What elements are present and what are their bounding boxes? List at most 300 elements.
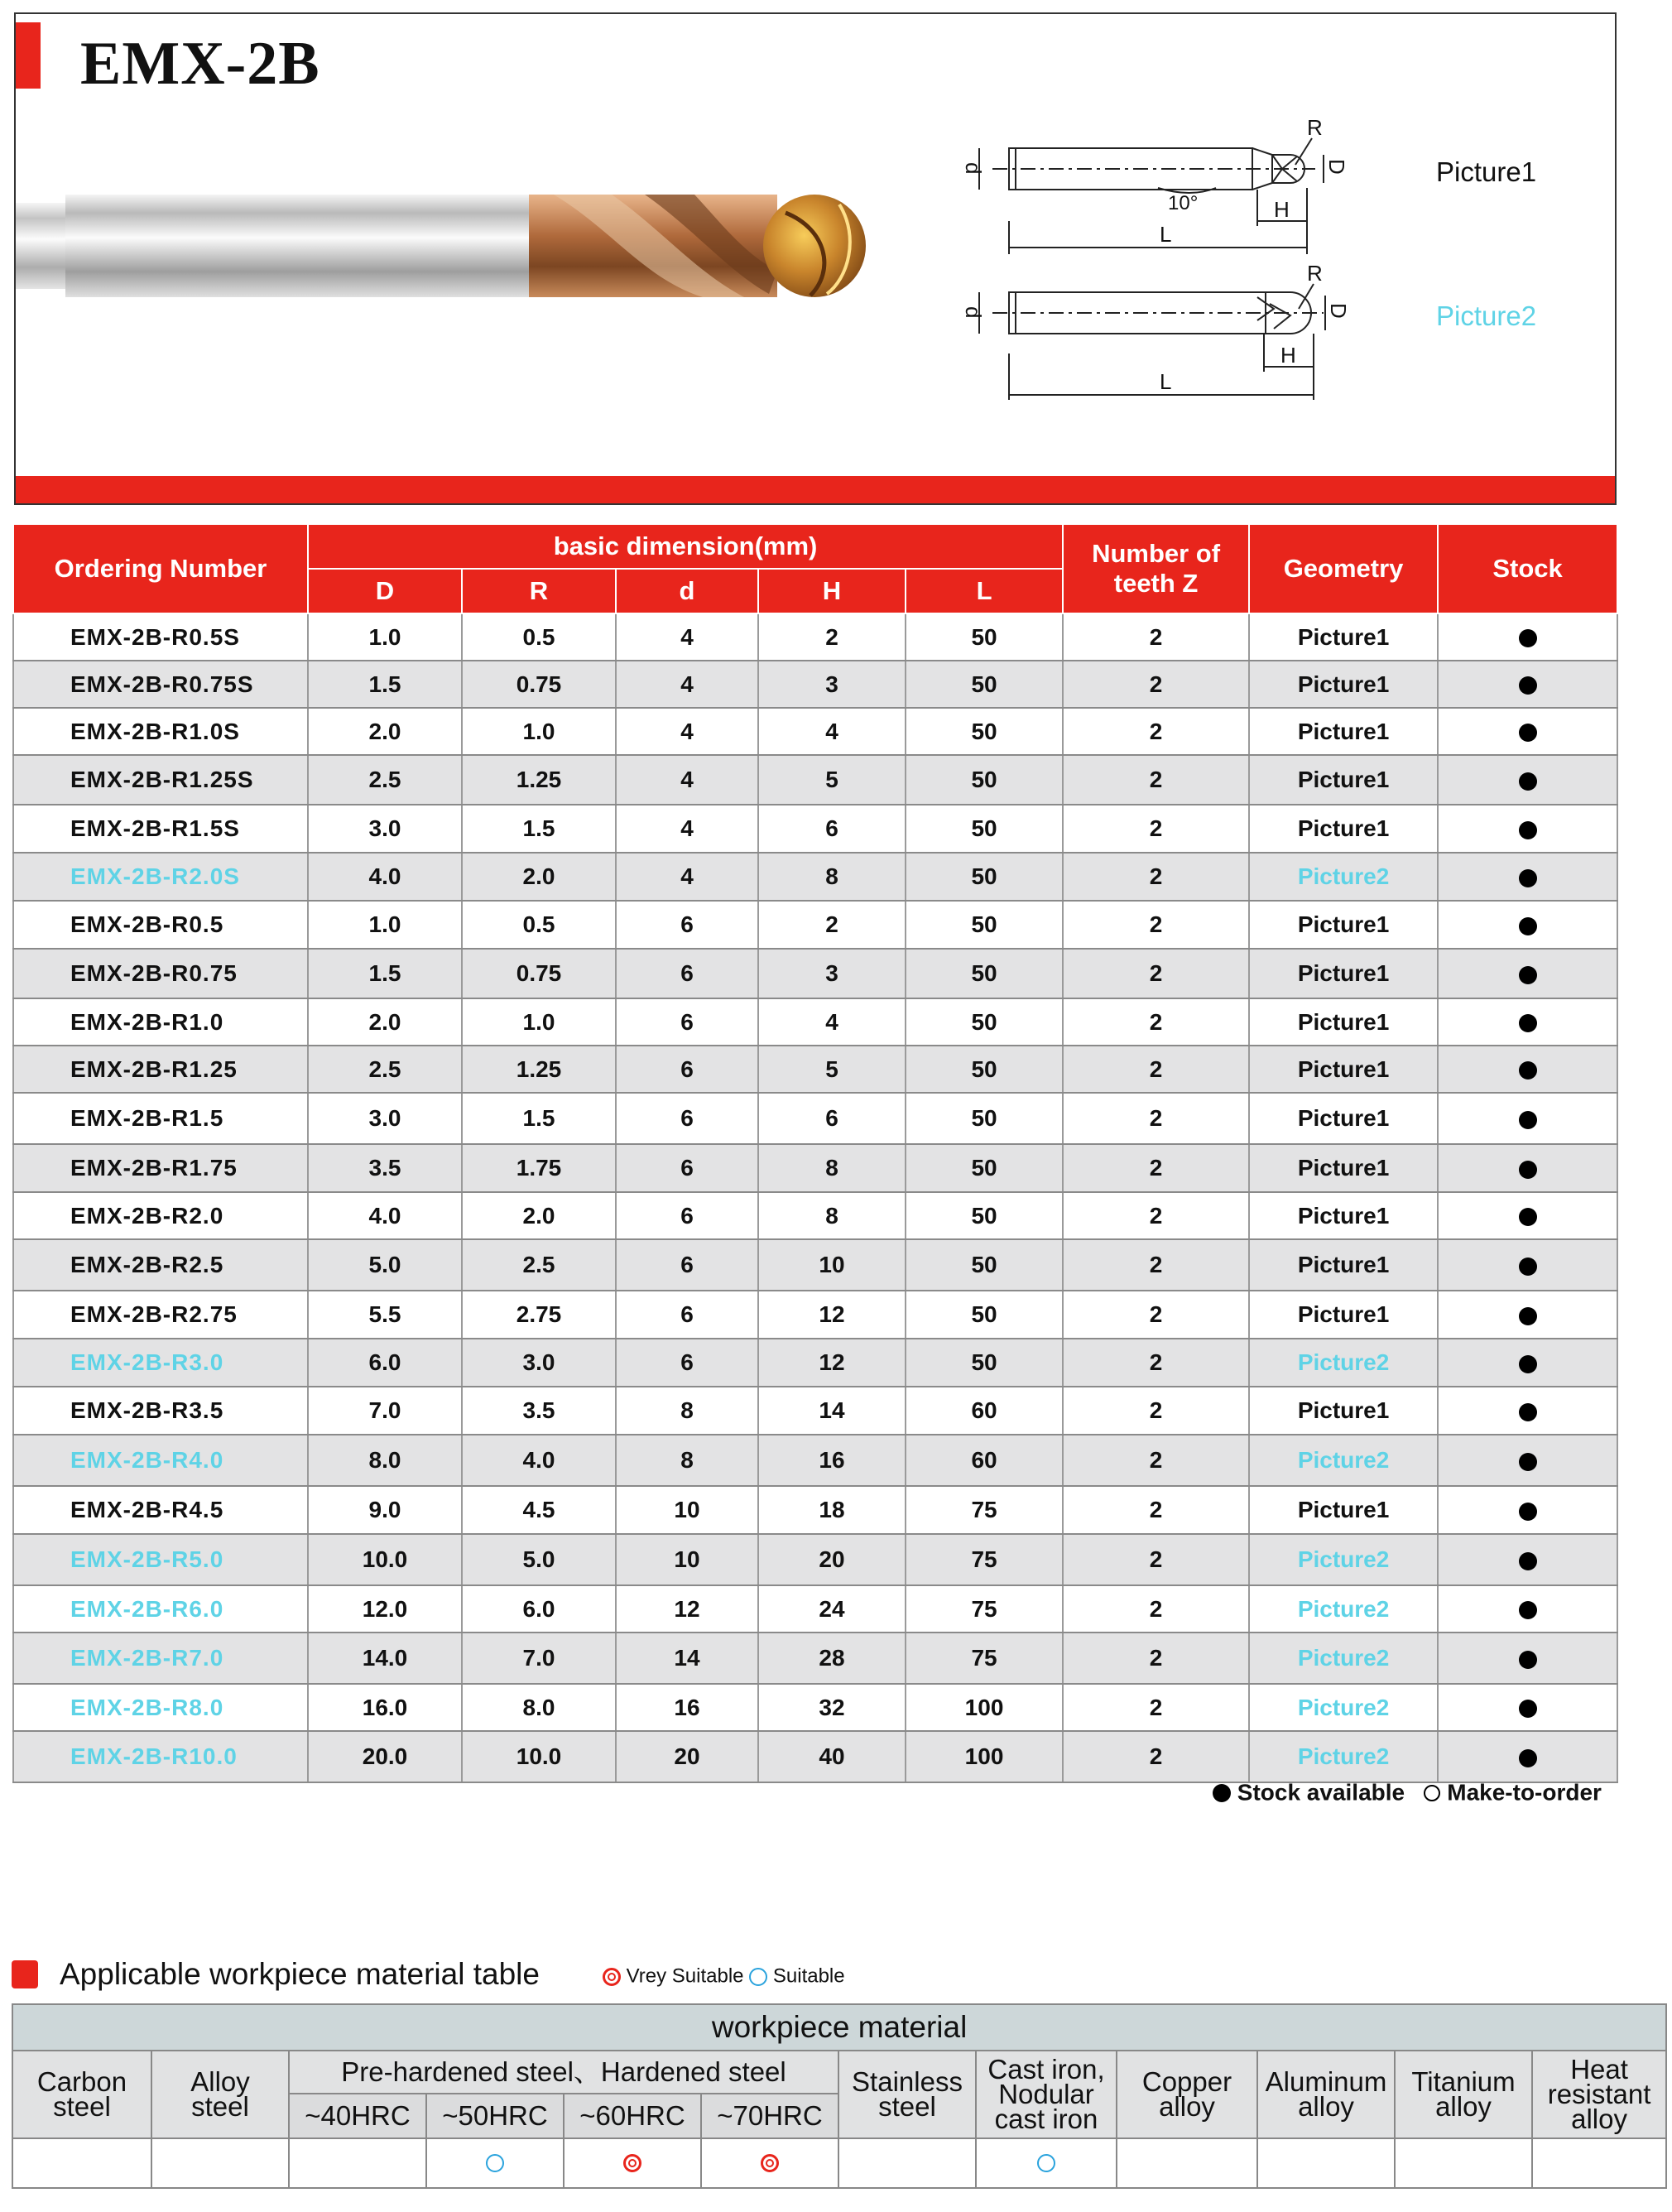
cell-D: 7.0 — [308, 1387, 462, 1435]
cell-geometry: Picture1 — [1249, 1486, 1438, 1534]
stock-available-icon — [1519, 1503, 1537, 1521]
specification-table-body — [13, 613, 1617, 1782]
cell-H: 28 — [758, 1633, 906, 1684]
cell-L: 50 — [906, 1144, 1063, 1192]
cell-geometry: Picture1 — [1249, 1046, 1438, 1093]
cell-d: 4 — [616, 755, 758, 805]
cell-stock — [1438, 1684, 1617, 1731]
end-mill-photo — [16, 188, 877, 320]
cell-stock — [1438, 661, 1617, 708]
col-60hrc: ~60HRC — [564, 2094, 701, 2138]
ordering-number-cell: EMX-2B-R0.75 — [13, 949, 308, 998]
picture2-drawing — [979, 284, 1325, 400]
cell-H: 3 — [758, 949, 906, 998]
cell-L: 60 — [906, 1435, 1063, 1486]
cell-geometry: Picture2 — [1249, 1534, 1438, 1585]
table-row — [13, 1339, 1617, 1387]
suitable-icon — [1037, 2154, 1055, 2172]
suitable-label: Suitable — [772, 1964, 845, 1988]
cell-d: 4 — [616, 661, 758, 708]
cell-L: 75 — [906, 1633, 1063, 1684]
cell-stock — [1438, 949, 1617, 998]
cell-D: 14.0 — [308, 1633, 462, 1684]
cell-teeth: 2 — [1063, 998, 1249, 1046]
picture1-D-label: D — [1324, 159, 1349, 175]
table-row — [13, 1534, 1617, 1585]
cell-geometry: Picture1 — [1249, 1192, 1438, 1239]
cell-teeth: 2 — [1063, 1387, 1249, 1435]
cell-d: 6 — [616, 949, 758, 998]
picture1-angle-label: 10° — [1168, 192, 1199, 214]
suitability-cell — [1257, 2138, 1395, 2188]
cell-H: 32 — [758, 1684, 906, 1731]
cell-stock — [1438, 853, 1617, 901]
ordering-number-cell: EMX-2B-R0.5 — [13, 901, 308, 949]
cell-L: 50 — [906, 901, 1063, 949]
ordering-number-cell: EMX-2B-R3.0 — [13, 1339, 308, 1387]
cell-d: 10 — [616, 1486, 758, 1534]
cell-D: 3.0 — [308, 1093, 462, 1144]
header-d: d — [616, 569, 758, 613]
ordering-number-cell: EMX-2B-R5.0 — [13, 1534, 308, 1585]
ordering-number-cell: EMX-2B-R7.0 — [13, 1633, 308, 1684]
cell-H: 8 — [758, 1192, 906, 1239]
cell-R: 2.0 — [462, 853, 616, 901]
table-row — [13, 1192, 1617, 1239]
ordering-number-cell: EMX-2B-R2.0 — [13, 1192, 308, 1239]
table-row — [13, 998, 1617, 1046]
cell-R: 1.5 — [462, 805, 616, 853]
cell-D: 1.0 — [308, 901, 462, 949]
cell-R: 4.5 — [462, 1486, 616, 1534]
col-70hrc: ~70HRC — [701, 2094, 838, 2138]
cell-L: 60 — [906, 1387, 1063, 1435]
picture1-H-label: H — [1274, 197, 1290, 222]
cell-R: 10.0 — [462, 1731, 616, 1782]
cell-d: 8 — [616, 1387, 758, 1435]
header-teeth-line1: Number of — [1092, 539, 1221, 569]
cell-R: 0.75 — [462, 949, 616, 998]
table-row — [13, 1731, 1617, 1782]
product-title: EMX-2B — [80, 30, 320, 98]
cell-L: 50 — [906, 661, 1063, 708]
stock-available-label: Stock available — [1237, 1779, 1405, 1806]
cell-D: 5.0 — [308, 1239, 462, 1291]
cell-L: 50 — [906, 1239, 1063, 1291]
cell-R: 2.5 — [462, 1239, 616, 1291]
ordering-number-cell: EMX-2B-R2.0S — [13, 853, 308, 901]
cell-d: 4 — [616, 708, 758, 755]
header-D: D — [308, 569, 462, 613]
make-to-order-label: Make-to-order — [1447, 1779, 1602, 1806]
header-bottom-bar — [16, 476, 1615, 503]
cell-teeth: 2 — [1063, 1192, 1249, 1239]
cell-teeth: 2 — [1063, 1339, 1249, 1387]
cell-L: 50 — [906, 1093, 1063, 1144]
header-ordering-number: Ordering Number — [13, 524, 308, 613]
cell-D: 20.0 — [308, 1731, 462, 1782]
cell-teeth: 2 — [1063, 949, 1249, 998]
ordering-number-cell: EMX-2B-R8.0 — [13, 1684, 308, 1731]
table-row — [13, 1684, 1617, 1731]
cell-stock — [1438, 1291, 1617, 1339]
stock-available-icon — [1519, 1403, 1537, 1421]
specification-table — [12, 523, 1618, 1783]
cell-stock — [1438, 1144, 1617, 1192]
cell-geometry: Picture1 — [1249, 901, 1438, 949]
picture1-drawing — [979, 138, 1324, 254]
suitable-icon — [486, 2154, 504, 2172]
cell-R: 1.25 — [462, 1046, 616, 1093]
cell-teeth: 2 — [1063, 901, 1249, 949]
stock-available-icon — [1519, 1257, 1537, 1276]
very-suitable-icon — [623, 2154, 641, 2172]
very-suitable-label: Vrey Suitable — [626, 1964, 744, 1988]
suitability-cell — [151, 2138, 289, 2188]
workpiece-material-header: workpiece material — [12, 2004, 1666, 2051]
suitable-icon — [749, 1968, 767, 1986]
cell-teeth: 2 — [1063, 1239, 1249, 1291]
cell-L: 75 — [906, 1585, 1063, 1633]
stock-available-icon — [1519, 1355, 1537, 1373]
header-H: H — [758, 569, 906, 613]
cell-d: 12 — [616, 1585, 758, 1633]
cell-L: 100 — [906, 1684, 1063, 1731]
cell-d: 4 — [616, 613, 758, 661]
cell-R: 0.75 — [462, 661, 616, 708]
cell-teeth: 2 — [1063, 1731, 1249, 1782]
stock-available-icon — [1519, 1651, 1537, 1669]
col-titanium-alloy: Titanium alloy — [1395, 2051, 1532, 2138]
cell-d: 6 — [616, 1239, 758, 1291]
cell-stock — [1438, 755, 1617, 805]
workpiece-accent-icon — [12, 1960, 38, 1988]
cell-d: 6 — [616, 901, 758, 949]
ordering-number-cell: EMX-2B-R1.25S — [13, 755, 308, 805]
cell-H: 6 — [758, 805, 906, 853]
suitability-legend — [603, 1964, 845, 1988]
cell-D: 1.0 — [308, 613, 462, 661]
cell-geometry: Picture2 — [1249, 1339, 1438, 1387]
ordering-number-cell: EMX-2B-R1.5S — [13, 805, 308, 853]
table-row — [13, 1585, 1617, 1633]
title-accent-bar — [16, 22, 41, 89]
table-row — [13, 1387, 1617, 1435]
cell-R: 8.0 — [462, 1684, 616, 1731]
cell-R: 1.0 — [462, 708, 616, 755]
header-geometry: Geometry — [1249, 524, 1438, 613]
ordering-number-cell: EMX-2B-R1.0 — [13, 998, 308, 1046]
cell-teeth: 2 — [1063, 1585, 1249, 1633]
cell-L: 75 — [906, 1486, 1063, 1534]
cell-d: 6 — [616, 1046, 758, 1093]
cell-teeth: 2 — [1063, 853, 1249, 901]
cell-teeth: 2 — [1063, 1684, 1249, 1731]
stock-available-icon — [1519, 869, 1537, 887]
workpiece-title: Applicable workpiece material table — [60, 1957, 540, 1991]
cell-d: 14 — [616, 1633, 758, 1684]
cell-H: 40 — [758, 1731, 906, 1782]
suitability-cell — [1395, 2138, 1532, 2188]
cell-stock — [1438, 1192, 1617, 1239]
cell-geometry: Picture1 — [1249, 1144, 1438, 1192]
cell-d: 4 — [616, 805, 758, 853]
cell-stock — [1438, 1339, 1617, 1387]
table-row — [13, 708, 1617, 755]
cell-L: 50 — [906, 1046, 1063, 1093]
cell-geometry: Picture1 — [1249, 1093, 1438, 1144]
cell-d: 20 — [616, 1731, 758, 1782]
cell-stock — [1438, 1046, 1617, 1093]
stock-available-icon — [1519, 724, 1537, 742]
cell-L: 50 — [906, 1192, 1063, 1239]
cell-stock — [1438, 1093, 1617, 1144]
suitability-cell — [289, 2138, 426, 2188]
cell-R: 1.75 — [462, 1144, 616, 1192]
stock-available-icon — [1519, 676, 1537, 695]
cell-H: 12 — [758, 1291, 906, 1339]
cell-geometry: Picture1 — [1249, 998, 1438, 1046]
cell-geometry: Picture1 — [1249, 1239, 1438, 1291]
stock-available-icon — [1519, 629, 1537, 647]
cell-stock — [1438, 1239, 1617, 1291]
cell-geometry: Picture1 — [1249, 949, 1438, 998]
stock-available-icon — [1519, 1700, 1537, 1718]
table-row — [13, 901, 1617, 949]
cell-geometry: Picture2 — [1249, 1585, 1438, 1633]
suitability-cell — [1117, 2138, 1257, 2188]
col-50hrc: ~50HRC — [426, 2094, 564, 2138]
table-row — [13, 613, 1617, 661]
ordering-number-cell: EMX-2B-R0.5S — [13, 613, 308, 661]
picture1-L-label: L — [1160, 222, 1172, 247]
cell-stock — [1438, 1435, 1617, 1486]
cell-D: 10.0 — [308, 1534, 462, 1585]
table-row — [13, 1239, 1617, 1291]
ordering-number-cell: EMX-2B-R1.25 — [13, 1046, 308, 1093]
cell-L: 50 — [906, 1339, 1063, 1387]
cell-L: 50 — [906, 853, 1063, 901]
cell-teeth: 2 — [1063, 1534, 1249, 1585]
cell-teeth: 2 — [1063, 1486, 1249, 1534]
cell-geometry: Picture1 — [1249, 805, 1438, 853]
cell-d: 6 — [616, 1093, 758, 1144]
ordering-number-cell: EMX-2B-R2.75 — [13, 1291, 308, 1339]
cell-geometry: Picture1 — [1249, 613, 1438, 661]
ordering-number-cell: EMX-2B-R4.5 — [13, 1486, 308, 1534]
cell-H: 2 — [758, 613, 906, 661]
picture2-D-label: D — [1326, 303, 1351, 319]
cell-H: 4 — [758, 998, 906, 1046]
cell-stock — [1438, 1633, 1617, 1684]
stock-available-icon — [1519, 1061, 1537, 1080]
cell-L: 50 — [906, 805, 1063, 853]
stock-available-icon — [1519, 1014, 1537, 1032]
cell-d: 4 — [616, 853, 758, 901]
stock-available-icon — [1519, 1453, 1537, 1471]
cell-H: 3 — [758, 661, 906, 708]
picture2-L-label: L — [1160, 369, 1172, 394]
cell-geometry: Picture1 — [1249, 661, 1438, 708]
cell-R: 3.5 — [462, 1387, 616, 1435]
cell-teeth: 2 — [1063, 708, 1249, 755]
stock-available-icon — [1519, 1111, 1537, 1129]
col-alloy-steel: Alloy steel — [151, 2051, 289, 2138]
cell-D: 8.0 — [308, 1435, 462, 1486]
table-row — [13, 1291, 1617, 1339]
ordering-number-cell: EMX-2B-R2.5 — [13, 1239, 308, 1291]
cell-teeth: 2 — [1063, 1144, 1249, 1192]
header-stock: Stock — [1438, 524, 1617, 613]
suitability-cell — [976, 2138, 1117, 2188]
cell-geometry: Picture1 — [1249, 1291, 1438, 1339]
picture1-label: Picture1 — [1436, 156, 1537, 187]
geometry-drawings — [943, 105, 1406, 403]
cell-teeth: 2 — [1063, 1435, 1249, 1486]
cell-D: 2.0 — [308, 998, 462, 1046]
cell-d: 10 — [616, 1534, 758, 1585]
ordering-number-cell: EMX-2B-R1.75 — [13, 1144, 308, 1192]
cell-R: 1.0 — [462, 998, 616, 1046]
cell-D: 9.0 — [308, 1486, 462, 1534]
stock-available-icon — [1519, 821, 1537, 839]
ordering-number-cell: EMX-2B-R1.5 — [13, 1093, 308, 1144]
cell-d: 6 — [616, 998, 758, 1046]
cell-D: 3.0 — [308, 805, 462, 853]
cell-geometry: Picture1 — [1249, 1387, 1438, 1435]
cell-H: 16 — [758, 1435, 906, 1486]
cell-D: 4.0 — [308, 1192, 462, 1239]
cell-R: 2.0 — [462, 1192, 616, 1239]
cell-H: 5 — [758, 755, 906, 805]
cell-R: 2.75 — [462, 1291, 616, 1339]
cell-H: 18 — [758, 1486, 906, 1534]
suitability-cell — [701, 2138, 838, 2188]
suitability-row — [12, 2138, 1666, 2188]
cell-D: 2.0 — [308, 708, 462, 755]
cell-geometry: Picture1 — [1249, 708, 1438, 755]
cell-stock — [1438, 1387, 1617, 1435]
cell-geometry: Picture2 — [1249, 1731, 1438, 1782]
cell-H: 8 — [758, 1144, 906, 1192]
stock-available-icon — [1519, 1208, 1537, 1226]
table-row — [13, 1486, 1617, 1534]
cell-stock — [1438, 613, 1617, 661]
cell-R: 0.5 — [462, 901, 616, 949]
very-suitable-icon — [603, 1968, 621, 1986]
picture1-R-label: R — [1307, 115, 1323, 140]
ordering-number-cell: EMX-2B-R10.0 — [13, 1731, 308, 1782]
header-basic-dimension: basic dimension(mm) — [308, 524, 1063, 569]
cell-D: 1.5 — [308, 661, 462, 708]
cell-L: 50 — [906, 613, 1063, 661]
cell-R: 1.25 — [462, 755, 616, 805]
suitability-cell — [1532, 2138, 1666, 2188]
cell-H: 2 — [758, 901, 906, 949]
cell-R: 6.0 — [462, 1585, 616, 1633]
cell-geometry: Picture2 — [1249, 1684, 1438, 1731]
suitability-cell — [838, 2138, 976, 2188]
cell-L: 50 — [906, 755, 1063, 805]
cell-D: 3.5 — [308, 1144, 462, 1192]
cell-L: 50 — [906, 1291, 1063, 1339]
cell-L: 50 — [906, 708, 1063, 755]
make-to-order-icon — [1424, 1785, 1440, 1801]
stock-available-icon — [1519, 1749, 1537, 1767]
header-teeth-line2: teeth Z — [1113, 569, 1199, 598]
header-teeth — [1063, 524, 1249, 613]
table-row — [13, 1144, 1617, 1192]
table-row — [13, 755, 1617, 805]
cell-stock — [1438, 1731, 1617, 1782]
cell-stock — [1438, 1585, 1617, 1633]
picture2-label: Picture2 — [1436, 301, 1537, 331]
ordering-number-cell: EMX-2B-R1.0S — [13, 708, 308, 755]
cell-geometry: Picture2 — [1249, 1435, 1438, 1486]
cell-L: 50 — [906, 949, 1063, 998]
cell-H: 10 — [758, 1239, 906, 1291]
table-row — [13, 1435, 1617, 1486]
table-row — [13, 1633, 1617, 1684]
cell-teeth: 2 — [1063, 1291, 1249, 1339]
col-hardened-steel: Pre-hardened steel、Hardened steel — [289, 2051, 838, 2094]
cell-d: 8 — [616, 1435, 758, 1486]
suitability-cell — [426, 2138, 564, 2188]
picture2-R-label: R — [1307, 261, 1323, 286]
cell-d: 6 — [616, 1291, 758, 1339]
col-heat-resistant-alloy: Heat resistant alloy — [1532, 2051, 1666, 2138]
table-row — [13, 949, 1617, 998]
cell-stock — [1438, 805, 1617, 853]
ordering-number-cell: EMX-2B-R6.0 — [13, 1585, 308, 1633]
cell-H: 12 — [758, 1339, 906, 1387]
cell-R: 3.0 — [462, 1339, 616, 1387]
cell-stock — [1438, 1534, 1617, 1585]
cell-R: 7.0 — [462, 1633, 616, 1684]
cell-teeth: 2 — [1063, 1093, 1249, 1144]
picture1-d-label: d — [961, 162, 986, 175]
col-aluminum-alloy: Aluminum alloy — [1257, 2051, 1395, 2138]
cell-d: 6 — [616, 1339, 758, 1387]
header-R: R — [462, 569, 616, 613]
cell-stock — [1438, 901, 1617, 949]
very-suitable-icon — [761, 2154, 779, 2172]
cell-geometry: Picture2 — [1249, 1633, 1438, 1684]
cell-teeth: 2 — [1063, 1633, 1249, 1684]
cell-d: 6 — [616, 1192, 758, 1239]
col-40hrc: ~40HRC — [289, 2094, 426, 2138]
cell-L: 50 — [906, 998, 1063, 1046]
header-L: L — [906, 569, 1063, 613]
cell-geometry: Picture1 — [1249, 755, 1438, 805]
stock-available-icon — [1519, 1601, 1537, 1619]
cell-H: 20 — [758, 1534, 906, 1585]
stock-available-icon — [1213, 1784, 1231, 1802]
ordering-number-cell: EMX-2B-R4.0 — [13, 1435, 308, 1486]
cell-H: 4 — [758, 708, 906, 755]
col-copper-alloy: Copper alloy — [1117, 2051, 1257, 2138]
col-cast-iron: Cast iron, Nodular cast iron — [976, 2051, 1117, 2138]
stock-available-icon — [1519, 772, 1537, 791]
cell-D: 16.0 — [308, 1684, 462, 1731]
workpiece-material-table — [12, 2003, 1667, 2189]
cell-R: 5.0 — [462, 1534, 616, 1585]
cell-teeth: 2 — [1063, 1046, 1249, 1093]
cell-R: 1.5 — [462, 1093, 616, 1144]
cell-H: 5 — [758, 1046, 906, 1093]
cell-D: 2.5 — [308, 1046, 462, 1093]
cell-D: 6.0 — [308, 1339, 462, 1387]
